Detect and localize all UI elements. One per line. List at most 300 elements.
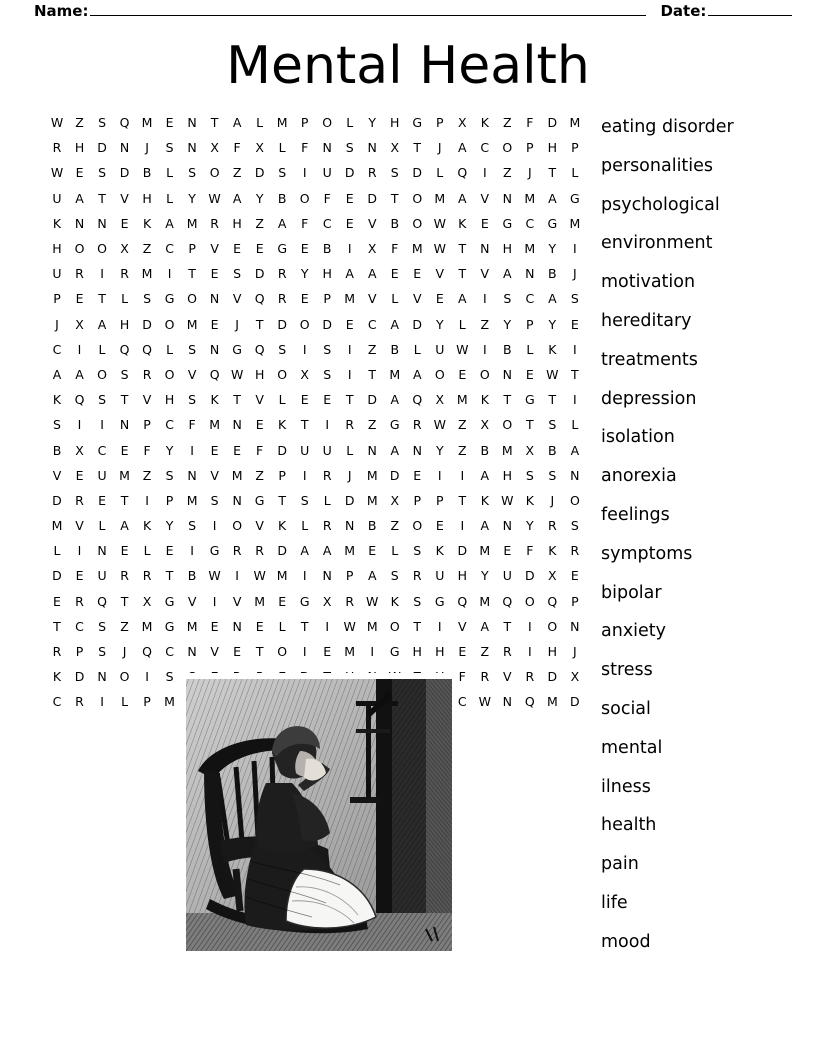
grid-cell[interactable]: D [412, 316, 423, 332]
grid-cell[interactable]: S [570, 518, 579, 534]
grid-cell[interactable]: K [480, 115, 489, 131]
grid-cell[interactable]: Y [435, 316, 444, 332]
grid-cell[interactable]: A [322, 543, 332, 559]
grid-cell[interactable]: O [97, 366, 107, 382]
grid-cell[interactable]: F [188, 417, 196, 433]
grid-cell[interactable]: E [345, 215, 354, 231]
grid-cell[interactable]: D [142, 316, 152, 332]
grid-cell[interactable]: Q [119, 341, 130, 357]
grid-cell[interactable]: M [546, 694, 558, 710]
grid-cell[interactable]: G [570, 190, 580, 206]
grid-cell[interactable]: N [119, 417, 130, 433]
grid-cell[interactable]: Q [412, 392, 423, 408]
grid-cell[interactable]: M [141, 266, 153, 282]
grid-cell[interactable]: M [186, 316, 198, 332]
grid-cell[interactable]: C [165, 241, 174, 257]
grid-cell[interactable]: B [52, 442, 62, 458]
grid-cell[interactable]: Z [457, 417, 467, 433]
grid-cell[interactable]: N [345, 518, 355, 534]
grid-cell[interactable]: K [435, 543, 444, 559]
grid-cell[interactable]: C [322, 215, 332, 231]
grid-cell[interactable]: R [570, 543, 580, 559]
grid-cell[interactable]: O [547, 618, 558, 634]
grid-cell[interactable]: L [256, 115, 264, 131]
grid-cell[interactable]: O [502, 140, 513, 156]
grid-cell[interactable]: B [322, 241, 332, 257]
grid-cell[interactable]: G [502, 215, 513, 231]
grid-cell[interactable]: P [571, 140, 579, 156]
grid-cell[interactable]: S [98, 618, 106, 634]
grid-cell[interactable]: I [527, 618, 532, 634]
grid-cell[interactable]: U [52, 266, 62, 282]
grid-cell[interactable]: V [120, 190, 129, 206]
name-write-line[interactable] [90, 4, 646, 16]
grid-cell[interactable]: E [120, 543, 129, 559]
grid-cell[interactable]: B [390, 215, 400, 231]
grid-cell[interactable]: W [50, 115, 64, 131]
grid-cell[interactable]: L [458, 316, 466, 332]
grid-cell[interactable]: K [278, 518, 287, 534]
grid-cell[interactable]: T [210, 115, 219, 131]
grid-cell[interactable]: R [75, 593, 84, 609]
grid-cell[interactable]: K [210, 392, 219, 408]
grid-cell[interactable]: R [232, 543, 242, 559]
word-list-item[interactable]: life [601, 892, 628, 913]
grid-cell[interactable]: T [98, 190, 106, 206]
grid-cell[interactable]: Y [480, 568, 489, 584]
grid-cell[interactable]: F [256, 442, 264, 458]
grid-cell[interactable]: S [188, 165, 197, 181]
grid-cell[interactable]: S [233, 266, 242, 282]
grid-cell[interactable]: D [119, 165, 130, 181]
grid-cell[interactable]: R [345, 593, 355, 609]
grid-cell[interactable]: L [278, 618, 286, 634]
grid-cell[interactable]: S [300, 492, 309, 508]
grid-cell[interactable]: T [188, 266, 196, 282]
grid-cell[interactable]: W [230, 366, 244, 382]
grid-cell[interactable]: H [74, 140, 85, 156]
grid-cell[interactable]: M [119, 467, 130, 483]
grid-cell[interactable]: N [525, 266, 535, 282]
grid-cell[interactable]: N [367, 442, 377, 458]
grid-cell[interactable]: S [165, 140, 174, 156]
grid-cell[interactable]: S [188, 392, 197, 408]
grid-cell[interactable]: U [322, 165, 332, 181]
grid-cell[interactable]: D [547, 669, 558, 685]
grid-cell[interactable]: L [571, 165, 579, 181]
grid-cell[interactable]: R [502, 644, 512, 660]
grid-cell[interactable]: S [165, 669, 174, 685]
grid-cell[interactable]: F [526, 115, 534, 131]
grid-cell[interactable]: M [186, 618, 198, 634]
grid-cell[interactable]: S [188, 341, 197, 357]
grid-cell[interactable]: H [254, 366, 265, 382]
grid-cell[interactable]: T [503, 618, 512, 634]
grid-cell[interactable]: F [301, 140, 309, 156]
word-list-item[interactable]: ilness [601, 776, 651, 797]
grid-cell[interactable]: D [277, 442, 287, 458]
grid-cell[interactable]: E [210, 316, 219, 332]
grid-cell[interactable]: I [573, 241, 577, 257]
grid-cell[interactable]: I [302, 644, 307, 660]
grid-cell[interactable]: I [302, 568, 307, 584]
grid-cell[interactable]: T [300, 618, 309, 634]
grid-cell[interactable]: R [75, 492, 84, 508]
grid-cell[interactable]: P [526, 140, 534, 156]
grid-cell[interactable]: X [300, 366, 309, 382]
grid-cell[interactable]: G [299, 593, 310, 609]
grid-cell[interactable]: V [412, 291, 422, 307]
grid-cell[interactable]: K [52, 392, 62, 408]
grid-cell[interactable]: M [186, 492, 198, 508]
grid-cell[interactable]: T [571, 366, 579, 382]
grid-cell[interactable]: A [548, 291, 557, 307]
grid-cell[interactable]: D [367, 190, 378, 206]
grid-cell[interactable]: I [100, 417, 104, 433]
grid-cell[interactable]: E [210, 618, 219, 634]
grid-cell[interactable]: O [232, 518, 243, 534]
grid-cell[interactable]: T [503, 392, 512, 408]
grid-cell[interactable]: O [569, 492, 580, 508]
grid-cell[interactable]: V [75, 518, 84, 534]
grid-cell[interactable]: L [166, 190, 174, 206]
grid-cell[interactable]: X [255, 140, 264, 156]
grid-cell[interactable]: Q [119, 115, 130, 131]
grid-cell[interactable]: L [278, 392, 286, 408]
grid-cell[interactable]: H [232, 215, 242, 231]
word-list-item[interactable]: depression [601, 388, 697, 409]
grid-cell[interactable]: M [276, 115, 288, 131]
grid-cell[interactable]: S [98, 392, 106, 408]
grid-cell[interactable]: V [480, 266, 490, 282]
grid-cell[interactable]: Z [367, 341, 377, 357]
grid-cell[interactable]: Z [503, 115, 512, 131]
grid-cell[interactable]: S [548, 467, 557, 483]
grid-cell[interactable]: W [546, 366, 559, 382]
grid-cell[interactable]: E [210, 266, 219, 282]
grid-cell[interactable]: W [478, 694, 491, 710]
grid-cell[interactable]: D [412, 165, 423, 181]
grid-cell[interactable]: P [323, 291, 331, 307]
grid-cell[interactable]: D [367, 392, 378, 408]
grid-cell[interactable]: D [254, 266, 265, 282]
grid-cell[interactable]: U [502, 568, 512, 584]
grid-cell[interactable]: O [164, 316, 175, 332]
grid-cell[interactable]: E [75, 291, 84, 307]
grid-cell[interactable]: M [479, 543, 491, 559]
grid-cell[interactable]: Z [75, 115, 84, 131]
grid-cell[interactable]: P [188, 241, 196, 257]
grid-cell[interactable]: O [277, 366, 288, 382]
grid-cell[interactable]: S [345, 140, 354, 156]
grid-cell[interactable]: L [391, 291, 399, 307]
grid-cell[interactable]: S [390, 568, 399, 584]
grid-cell[interactable]: L [413, 341, 421, 357]
grid-cell[interactable]: X [75, 316, 84, 332]
grid-cell[interactable]: D [525, 568, 535, 584]
grid-cell[interactable]: E [233, 241, 242, 257]
grid-cell[interactable]: W [208, 568, 221, 584]
grid-cell[interactable]: I [482, 165, 487, 181]
grid-cell[interactable]: U [300, 442, 310, 458]
grid-cell[interactable]: E [413, 266, 422, 282]
grid-cell[interactable]: V [367, 291, 377, 307]
grid-cell[interactable]: Q [142, 644, 152, 660]
grid-cell[interactable]: M [344, 291, 356, 307]
grid-cell[interactable]: G [412, 115, 423, 131]
grid-cell[interactable]: C [165, 417, 174, 433]
grid-cell[interactable]: T [278, 492, 286, 508]
grid-cell[interactable]: V [255, 392, 264, 408]
word-list-item[interactable]: stress [601, 660, 653, 681]
grid-cell[interactable]: A [480, 467, 490, 483]
grid-cell[interactable]: N [502, 190, 512, 206]
grid-cell[interactable]: E [75, 568, 84, 584]
grid-cell[interactable]: I [347, 241, 352, 257]
grid-cell[interactable]: S [390, 165, 399, 181]
grid-cell[interactable]: E [75, 467, 84, 483]
grid-cell[interactable]: S [98, 165, 106, 181]
grid-cell[interactable]: S [278, 341, 287, 357]
grid-cell[interactable]: K [142, 518, 152, 534]
grid-cell[interactable]: X [548, 568, 557, 584]
grid-cell[interactable]: N [187, 644, 197, 660]
grid-cell[interactable]: M [141, 618, 153, 634]
grid-cell[interactable]: H [502, 241, 513, 257]
grid-cell[interactable]: Q [142, 341, 152, 357]
grid-cell[interactable]: P [53, 291, 61, 307]
grid-cell[interactable]: O [322, 115, 333, 131]
grid-cell[interactable]: L [166, 341, 174, 357]
grid-cell[interactable]: J [573, 266, 577, 282]
grid-cell[interactable]: R [322, 518, 332, 534]
grid-cell[interactable]: S [53, 417, 61, 433]
grid-cell[interactable]: V [232, 291, 242, 307]
grid-cell[interactable]: H [412, 644, 422, 660]
grid-cell[interactable]: R [548, 518, 557, 534]
grid-cell[interactable]: E [210, 442, 219, 458]
grid-cell[interactable]: O [299, 316, 310, 332]
grid-cell[interactable]: M [366, 618, 378, 634]
grid-cell[interactable]: I [437, 467, 442, 483]
grid-cell[interactable]: T [345, 392, 354, 408]
grid-cell[interactable]: E [278, 593, 287, 609]
grid-cell[interactable]: S [503, 291, 512, 307]
word-list-item[interactable]: environment [601, 233, 713, 254]
grid-cell[interactable]: V [187, 593, 197, 609]
grid-cell[interactable]: Y [165, 518, 174, 534]
grid-cell[interactable]: M [51, 518, 63, 534]
grid-cell[interactable]: N [232, 417, 242, 433]
grid-cell[interactable]: K [525, 492, 534, 508]
grid-cell[interactable]: A [390, 442, 400, 458]
word-list-item[interactable]: mood [601, 931, 651, 952]
grid-cell[interactable]: T [458, 241, 467, 257]
grid-cell[interactable]: N [97, 215, 107, 231]
grid-cell[interactable]: I [437, 618, 442, 634]
grid-cell[interactable]: D [74, 669, 85, 685]
grid-cell[interactable]: Z [255, 215, 264, 231]
grid-cell[interactable]: G [434, 593, 445, 609]
grid-cell[interactable]: A [412, 366, 422, 382]
grid-cell[interactable]: M [209, 417, 220, 433]
grid-cell[interactable]: E [323, 644, 332, 660]
grid-cell[interactable]: U [435, 568, 445, 584]
grid-cell[interactable]: R [120, 266, 129, 282]
grid-cell[interactable]: E [458, 366, 467, 382]
grid-cell[interactable]: A [345, 266, 354, 282]
grid-cell[interactable]: E [300, 392, 309, 408]
grid-cell[interactable]: X [142, 593, 152, 609]
grid-cell[interactable]: S [98, 644, 106, 660]
grid-cell[interactable]: S [278, 165, 287, 181]
grid-cell[interactable]: D [570, 694, 580, 710]
grid-cell[interactable]: V [210, 644, 219, 660]
grid-cell[interactable]: C [367, 316, 377, 332]
grid-cell[interactable]: T [526, 417, 534, 433]
grid-cell[interactable]: E [570, 316, 579, 332]
grid-cell[interactable]: O [502, 417, 513, 433]
grid-cell[interactable]: M [524, 190, 536, 206]
grid-cell[interactable]: A [165, 215, 174, 231]
grid-cell[interactable]: O [97, 241, 107, 257]
grid-cell[interactable]: N [502, 518, 512, 534]
grid-cell[interactable]: B [548, 442, 557, 458]
grid-cell[interactable]: E [75, 165, 84, 181]
grid-cell[interactable]: N [187, 140, 197, 156]
grid-cell[interactable]: T [255, 316, 264, 332]
grid-cell[interactable]: S [143, 291, 152, 307]
grid-cell[interactable]: I [347, 366, 352, 382]
grid-cell[interactable]: V [435, 266, 445, 282]
grid-cell[interactable]: E [345, 316, 354, 332]
grid-cell[interactable]: G [254, 492, 265, 508]
grid-cell[interactable]: A [458, 190, 467, 206]
grid-cell[interactable]: X [367, 241, 377, 257]
grid-cell[interactable]: X [570, 669, 580, 685]
grid-cell[interactable]: A [277, 215, 287, 231]
grid-cell[interactable]: A [458, 140, 467, 156]
grid-cell[interactable]: T [120, 492, 129, 508]
grid-cell[interactable]: K [52, 669, 62, 685]
grid-cell[interactable]: J [550, 492, 555, 508]
grid-cell[interactable]: B [277, 190, 287, 206]
grid-cell[interactable]: E [300, 241, 309, 257]
grid-cell[interactable]: E [480, 215, 489, 231]
grid-cell[interactable]: P [435, 492, 444, 508]
grid-cell[interactable]: N [570, 467, 580, 483]
grid-cell[interactable]: D [97, 140, 107, 156]
grid-cell[interactable]: C [525, 215, 535, 231]
grid-cell[interactable]: L [346, 442, 354, 458]
grid-cell[interactable]: U [322, 442, 332, 458]
grid-cell[interactable]: D [547, 115, 558, 131]
grid-cell[interactable]: E [570, 568, 579, 584]
grid-cell[interactable]: M [231, 467, 243, 483]
grid-cell[interactable]: I [302, 341, 307, 357]
grid-cell[interactable]: P [143, 694, 151, 710]
grid-cell[interactable]: L [166, 165, 174, 181]
grid-cell[interactable]: E [413, 467, 422, 483]
grid-cell[interactable]: Q [547, 593, 558, 609]
grid-cell[interactable]: R [142, 568, 152, 584]
grid-cell[interactable]: H [119, 316, 130, 332]
grid-cell[interactable]: Q [524, 694, 535, 710]
word-list-item[interactable]: mental [601, 737, 663, 758]
grid-cell[interactable]: E [233, 442, 242, 458]
grid-cell[interactable]: S [188, 518, 197, 534]
grid-cell[interactable]: V [210, 467, 219, 483]
word-list-item[interactable]: psychological [601, 194, 720, 215]
grid-cell[interactable]: B [367, 518, 377, 534]
grid-cell[interactable]: I [347, 341, 352, 357]
grid-cell[interactable]: X [210, 140, 219, 156]
grid-cell[interactable]: D [389, 467, 400, 483]
grid-cell[interactable]: L [121, 291, 129, 307]
grid-cell[interactable]: E [390, 266, 399, 282]
grid-cell[interactable]: I [212, 518, 217, 534]
grid-cell[interactable]: A [480, 618, 490, 634]
grid-cell[interactable]: M [164, 694, 175, 710]
grid-cell[interactable]: G [232, 341, 242, 357]
grid-cell[interactable]: C [97, 442, 107, 458]
grid-cell[interactable]: Z [457, 442, 467, 458]
grid-cell[interactable]: W [343, 618, 356, 634]
grid-cell[interactable]: E [503, 543, 512, 559]
grid-cell[interactable]: N [232, 492, 242, 508]
word-list-item[interactable]: treatments [601, 349, 698, 370]
grid-cell[interactable]: Z [367, 417, 377, 433]
word-list-item[interactable]: anxiety [601, 621, 667, 642]
grid-cell[interactable]: I [573, 341, 577, 357]
word-list-item[interactable]: eating disorder [601, 117, 734, 137]
grid-cell[interactable]: L [346, 115, 354, 131]
word-list-item[interactable]: pain [601, 854, 639, 875]
grid-cell[interactable]: I [77, 341, 82, 357]
grid-cell[interactable]: T [458, 492, 467, 508]
grid-cell[interactable]: W [433, 417, 446, 433]
grid-cell[interactable]: D [254, 165, 265, 181]
grid-cell[interactable]: B [187, 568, 197, 584]
grid-cell[interactable]: I [482, 341, 487, 357]
grid-cell[interactable]: V [52, 467, 62, 483]
grid-cell[interactable]: M [434, 190, 446, 206]
grid-cell[interactable]: Q [254, 341, 265, 357]
grid-cell[interactable]: P [143, 417, 151, 433]
grid-cell[interactable]: E [458, 644, 467, 660]
grid-cell[interactable]: R [75, 266, 84, 282]
grid-cell[interactable]: A [75, 190, 84, 206]
grid-cell[interactable]: F [458, 669, 466, 685]
grid-cell[interactable]: M [366, 467, 378, 483]
grid-cell[interactable]: E [233, 644, 242, 660]
word-list-item[interactable]: anorexia [601, 466, 677, 487]
grid-cell[interactable]: B [142, 165, 152, 181]
grid-cell[interactable]: K [548, 543, 557, 559]
grid-cell[interactable]: P [435, 115, 444, 131]
grid-cell[interactable]: Z [503, 165, 512, 181]
grid-cell[interactable]: U [97, 467, 107, 483]
grid-cell[interactable]: P [526, 316, 534, 332]
grid-cell[interactable]: D [344, 492, 355, 508]
grid-cell[interactable]: T [413, 618, 422, 634]
grid-cell[interactable]: A [367, 568, 377, 584]
grid-cell[interactable]: Q [254, 291, 265, 307]
grid-cell[interactable]: M [524, 241, 536, 257]
grid-cell[interactable]: L [436, 165, 444, 181]
grid-cell[interactable]: V [210, 241, 219, 257]
grid-cell[interactable]: L [98, 341, 106, 357]
